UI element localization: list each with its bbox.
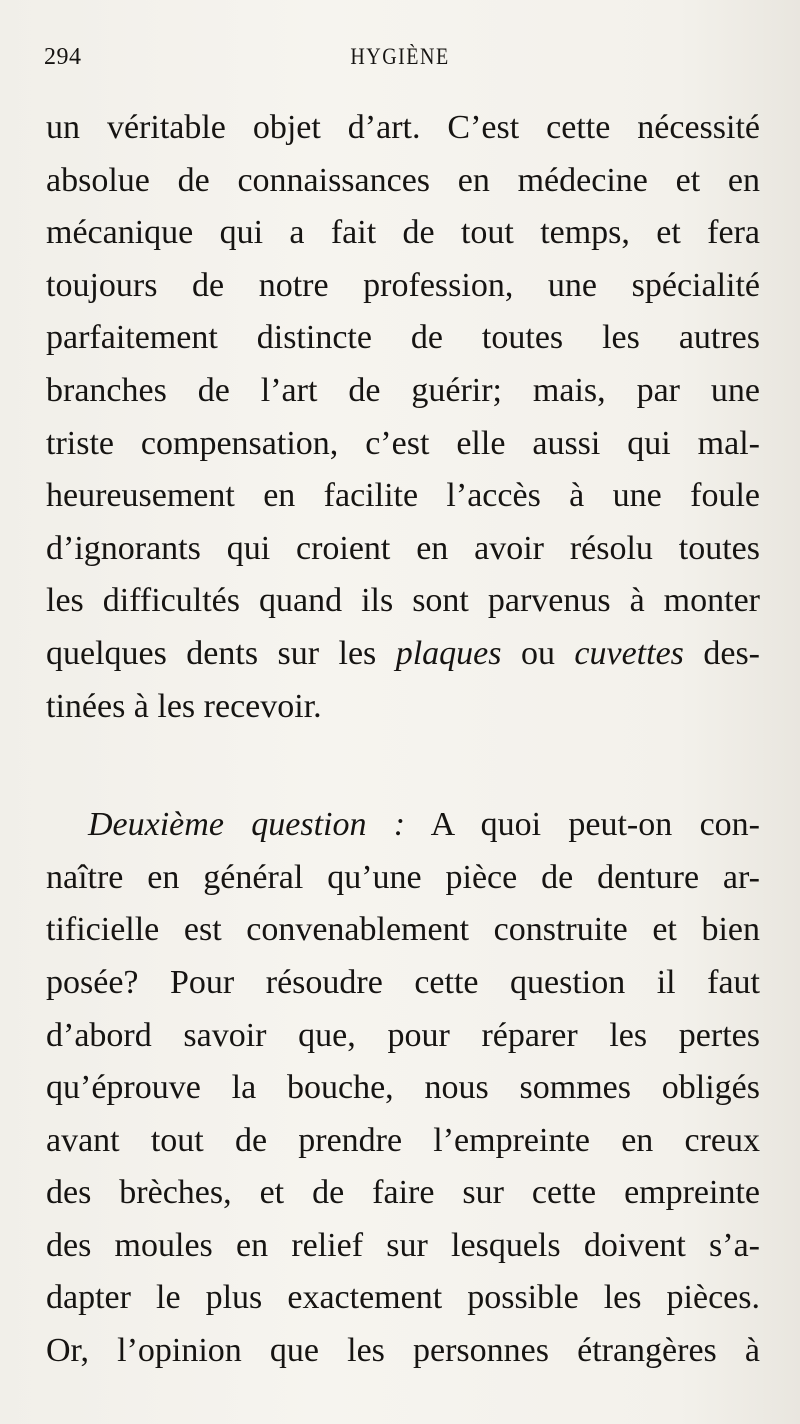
paragraph-gap bbox=[46, 733, 760, 799]
text-line: tinées à les recevoir. bbox=[46, 687, 322, 725]
page-header bbox=[44, 44, 756, 74]
text-line: des moules en relief sur lesquels doivent s’a- bbox=[46, 1226, 760, 1264]
text-line: d’abord savoir que, pour réparer les pertes bbox=[46, 1016, 760, 1054]
text-line: un véritable objet d’art. C’est cette nécessité bbox=[46, 109, 760, 146]
text-line: naître en général qu’une pièce de denture ar- bbox=[46, 858, 760, 896]
text-line: tificielle est convenablement construite et bien bbox=[46, 911, 760, 949]
text-line: des brèches, et de faire sur cette empreinte bbox=[46, 1174, 760, 1212]
italic-term-cuvettes: cuvettes bbox=[574, 634, 684, 672]
running-title: HYGIÈNE bbox=[350, 44, 450, 70]
text-segment: des- bbox=[683, 634, 760, 672]
body-text bbox=[46, 102, 760, 1378]
text-line: mécanique qui a fait de tout temps, et fera bbox=[46, 214, 760, 252]
text-line: heureusement en facilite l’accès à une foule bbox=[46, 477, 760, 515]
text-line: avant tout de prendre l’empreinte en creux bbox=[46, 1121, 760, 1159]
text-line: qu’éprouve la bouche, nous sommes obligés bbox=[46, 1069, 760, 1107]
text-line: toujours de notre profession, une spécialité bbox=[46, 266, 760, 304]
text-line: Or, l’opinion que les personnes étrangères à bbox=[46, 1332, 760, 1370]
text-line: triste compensation, c’est elle aussi qui mal- bbox=[46, 424, 760, 462]
text-segment: A quoi peut-on con- bbox=[405, 806, 760, 844]
text-segment: ou bbox=[501, 634, 575, 672]
text-line: branches de l’art de guérir; mais, par une bbox=[46, 371, 760, 409]
italic-term-plaques: plaques bbox=[395, 634, 502, 672]
text-line bbox=[46, 799, 760, 852]
text-line: absolue de connaissances en médecine et en bbox=[46, 161, 760, 199]
page-number: 294 bbox=[44, 44, 82, 70]
text-segment: quelques dents sur les bbox=[46, 634, 396, 672]
text-line: posée? Pour résoudre cette question il faut bbox=[46, 963, 760, 1001]
text-line: les difficultés quand ils sont parvenus à monter bbox=[46, 582, 760, 620]
text-line bbox=[46, 628, 760, 681]
question-heading: Deuxième question : bbox=[88, 806, 406, 844]
text-line: dapter le plus exactement possible les pièces. bbox=[46, 1279, 760, 1317]
text-line: d’ignorants qui croient en avoir résolu toutes bbox=[46, 529, 760, 567]
text-line: parfaitement distincte de toutes les autres bbox=[46, 319, 760, 357]
